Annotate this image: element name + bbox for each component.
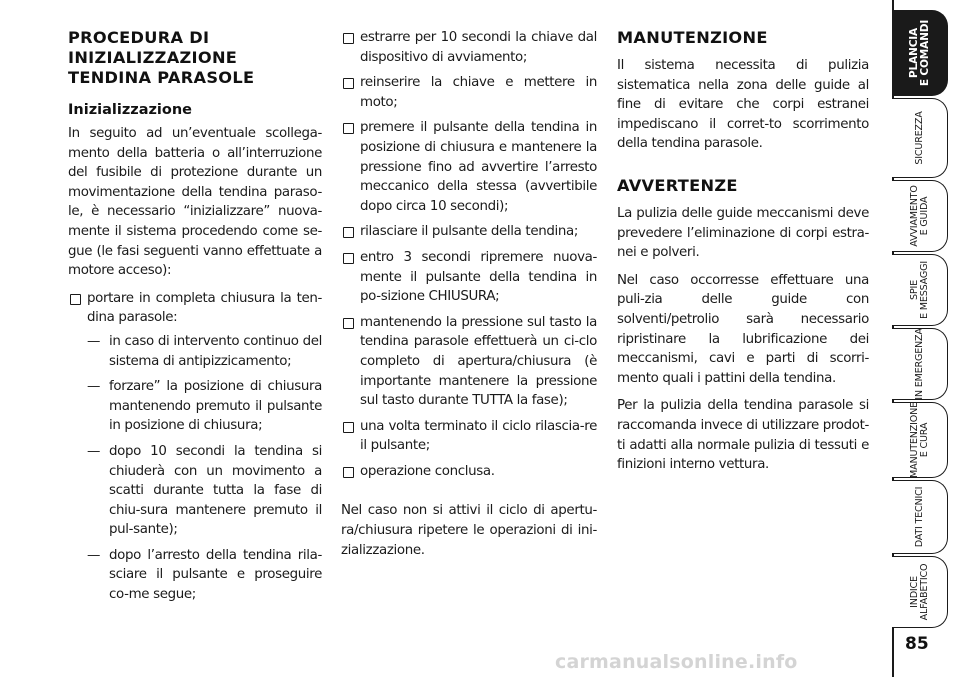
list-item-text: portare in completa chiusura la ten-dina parasole:	[87, 290, 322, 326]
list-item	[68, 289, 322, 605]
tab-spie-e-messaggi[interactable]	[892, 254, 948, 326]
dash-list	[87, 332, 322, 605]
section-heading-avvertenze: AVVERTENZE	[617, 175, 738, 195]
avvertenze-paragraph-3: Per la pulizia della tendina parasole si raccomanda invece di utilizzare prodot-ti adatti alla normale pulizia di tessuti e finizioni interno vettura.	[617, 398, 869, 473]
column-right	[617, 28, 869, 483]
dash-item: — in caso di intervento continuo del sistema di antipizzicamento;	[87, 332, 322, 371]
page-number: 85	[905, 634, 929, 654]
spacer	[617, 162, 869, 176]
list-item: rilasciare il pulsante della tendina;	[341, 222, 597, 242]
tab-in-emergenza[interactable]	[892, 328, 948, 400]
list-item: premere il pulsante della tendina in posizione di chiusura e mantenere la pressione fino ad avvertire l’arresto meccanico della stessa (avvertibile dopo circa 10 secondi);	[341, 118, 597, 216]
dash-item: — forzare” la posizione di chiusura mantenendo premuto il pulsante in posizione di chiusura;	[87, 377, 322, 436]
heading-line: TENDINA PARASOLE	[68, 68, 255, 87]
chapter-index-tabs	[892, 0, 960, 677]
tab-manutenzione-e-cura[interactable]	[892, 402, 948, 478]
watermark: carmanualsonline.info	[555, 651, 798, 673]
avvertenze-paragraph-1: La pulizia delle guide meccanismi deve prevedere l’eliminazione di corpi estra-nei e polveri.	[617, 205, 869, 261]
avvertenze-paragraph-2: Nel caso occorresse effettuare una puli-zia delle guide con solventi/petrolio sarà necessario ripristinare la lubrificazione dei meccanismi, cavi e parti di scorri-mento quali i pattini della tendina.	[617, 272, 869, 386]
list-item: una volta terminato il ciclo rilascia-re il pulsante;	[341, 417, 597, 456]
list-item: reinserire la chiave e mettere in moto;	[341, 73, 597, 112]
tab-label: SICUREZZA	[913, 111, 925, 165]
tab-label: SPIE E MESSAGGI	[908, 261, 930, 319]
tab-avviamento-e-guida[interactable]	[892, 180, 948, 252]
checkbox-list	[341, 28, 597, 481]
column-middle	[341, 28, 597, 568]
list-item: operazione conclusa.	[341, 462, 597, 482]
list-item: mantenendo la pressione sul tasto la tendina parasole effettuerà un ci-clo completo di apertura/chiusura (è importante mantenere la pressione sul tasto durante TUTTA la fase);	[341, 313, 597, 411]
tab-label: DATI TECNICI	[913, 486, 925, 548]
tab-label: PLANCIA E COMANDI	[907, 19, 931, 87]
tab-label: IN EMERGENZA	[913, 328, 925, 400]
list-item: estrarre per 10 secondi la chiave dal dispositivo di avviamento;	[341, 28, 597, 67]
manutenzione-paragraph: Il sistema necessita di pulizia sistematica nella zona delle guide al fine di evitare che corpi estranei impediscano il corret-to scorrimento della tendina parasole.	[617, 58, 869, 152]
tab-label: AVVIAMENTO E GUIDA	[908, 185, 930, 247]
tab-sicurezza[interactable]	[892, 98, 948, 178]
checkbox-list	[68, 289, 322, 605]
tab-dati-tecnici[interactable]	[892, 480, 948, 554]
tab-plancia-e-comandi[interactable]	[892, 10, 948, 96]
dash-item: — dopo l’arresto della tendina rila-sciare il pulsante e proseguire co-me segue;	[87, 546, 322, 605]
spacer	[341, 487, 597, 501]
tab-label: MANUTENZIONE E CURA	[908, 402, 930, 478]
tab-label: INDICE ALFABETICO	[908, 563, 930, 621]
section-heading-manutenzione: MANUTENZIONE	[617, 28, 768, 47]
dash-item: — dopo 10 secondi la tendina si chiuderà con un movimento a scatti durante tutta la fase di chiu-sura mantenere premuto il pul-sante);	[87, 442, 322, 540]
subheading-inizializzazione: Inizializzazione	[68, 102, 193, 118]
heading-line: PROCEDURA DI	[68, 28, 210, 47]
closing-paragraph: Nel caso non si attivi il ciclo di apertu-ra/chiusura ripetere le operazioni di ini-zializzazione.	[341, 503, 597, 558]
intro-paragraph: In seguito ad un’eventuale scollega-mento della batteria o all’interruzione del fusibile di protezione durante un movimentazione della tendina paraso-le, è necessario “inizializzare” nuova-mente il sistema procedendo come se-gue (le fasi seguenti vanno effettuate a motore acceso):	[68, 126, 322, 279]
column-left	[68, 28, 322, 611]
tab-indice-alfabetico[interactable]	[892, 556, 948, 628]
section-heading-procedura	[68, 28, 322, 88]
list-item: entro 3 secondi ripremere nuova-mente il pulsante della tendina in po-sizione CHIUSURA;	[341, 248, 597, 307]
heading-line: INIZIALIZZAZIONE	[68, 48, 238, 67]
